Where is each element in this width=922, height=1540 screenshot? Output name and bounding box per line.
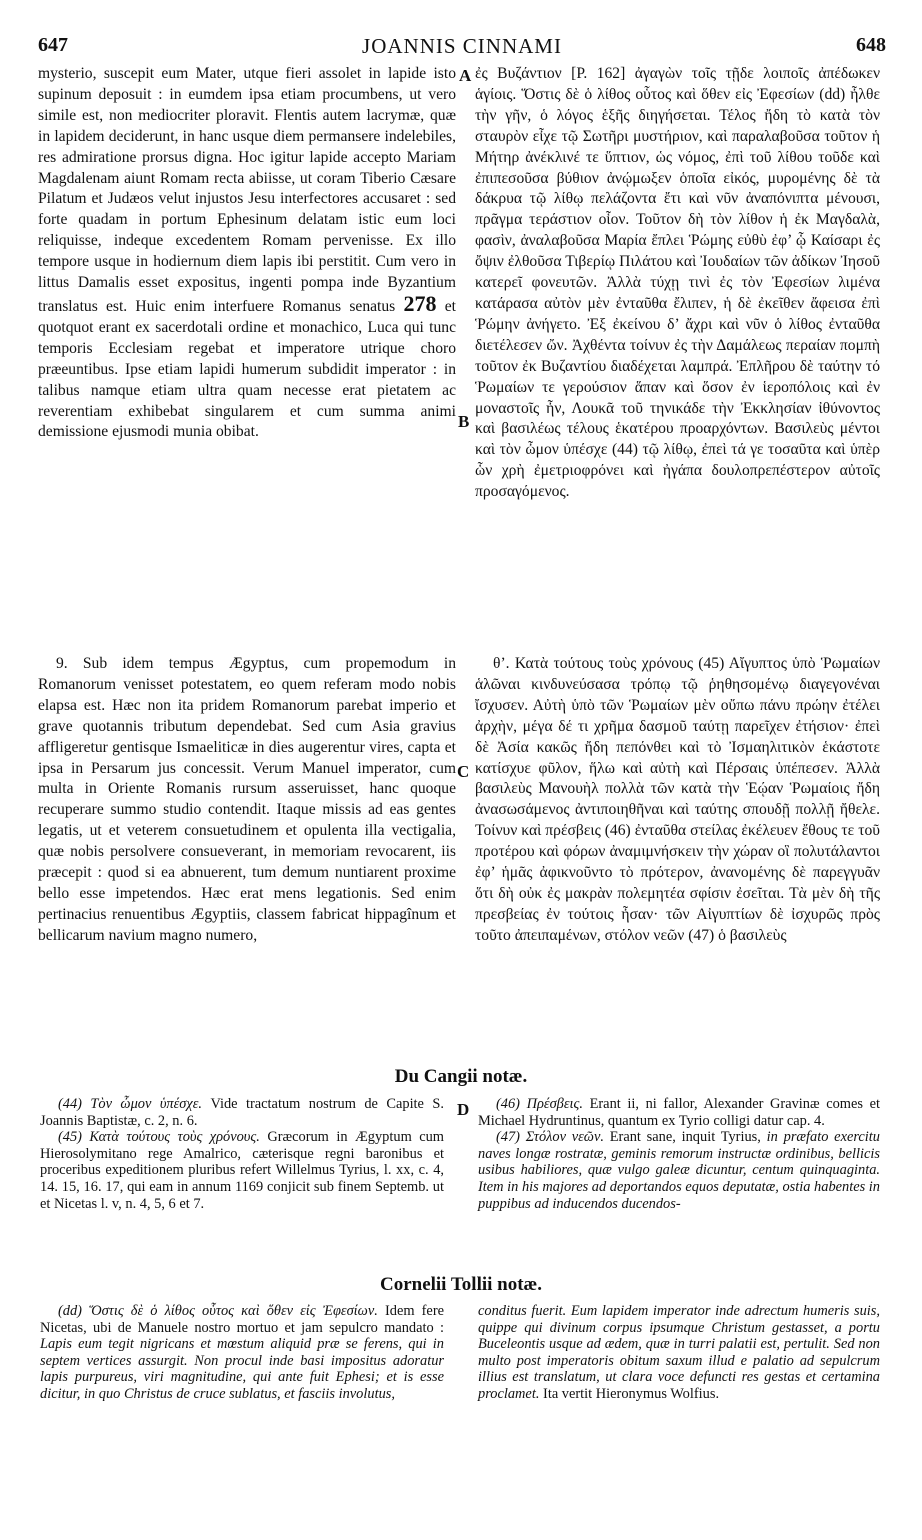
tollius-notes-right	[478, 1303, 880, 1403]
page-number-right: 648	[856, 34, 886, 56]
latin-paragraph-1	[38, 64, 456, 443]
margin-letter-c: C	[457, 762, 470, 781]
note-44-lemma: (44) Τὸν ὦμον ὑπέσχε.	[58, 1096, 203, 1112]
note-46	[478, 1096, 880, 1129]
margin-letter-a: A	[459, 66, 472, 85]
latin-column-section-1	[38, 64, 456, 443]
latin-paragraph-2: 9. Sub idem tempus Ægyptus, cum propemodum in Romanorum venisset potestatem, eo quem referam modo nobis elapsa est. Hæc non ita pridem Romanorum parebat imperio et grave quotannis tributum dependebat. Sed cum Asia gravius affligeretur gentisque Ismaeliticæ in dies augerentur vires, capta et ipsa in Persarum jus concessit. Verum Manuel imperator, cum multa in Oriente Romanis rursum asseruisset, hanc quoque recuperare summo studio contendit. Itaque missis ad eas gentes legatis, ut et veterem consuetudinem et opulenta illa vectigalia, quæ nobis persolvere consueverant, in memoriam revocarent, iis præcepit : quod si ea abnuerent, tum demum nuntiarent proxime bello esse impetendos. Hæc erat mens legationis. Sed enim pertinacius renuentibus Ægyptiis, classem fabricat hippagînum et bellicarum navium magno numero,	[38, 655, 456, 944]
note-dd	[40, 1303, 444, 1403]
du-cange-notes-left	[40, 1096, 444, 1212]
margin-letter-d: D	[457, 1100, 470, 1119]
latin-text-1-cont: et quotquot erant ex sacerdotali ordine et monachico, Luca qui tunc temporis Ecclesiam regebat et imperatore utrique choro præeuntibus. Ipse etiam lapidi humerum subdidit imperator : in talibus namque etiam ultra quam necesse erat pietatem ac reverentiam exhibebat singularem et cum summa animi demissione ejusmodi munia obibat.	[38, 297, 456, 441]
greek-column-section-1	[475, 64, 880, 503]
greek-column-section-2	[475, 654, 880, 947]
note-dd-lemma: (dd) Ὅστις δὲ ὁ λίθος οὗτος καὶ ὅθεν εἰς Ἐφεσίων.	[58, 1303, 378, 1319]
note-47-text-a: Erant sane, inquit Tyrius,	[609, 1129, 761, 1146]
du-cange-notes-right	[478, 1096, 880, 1212]
note-47	[478, 1129, 880, 1212]
notes-heading-tollius: Cornelii Tollii notæ.	[379, 1274, 543, 1295]
note-47-lemma: (47) Στόλον νεῶν.	[496, 1129, 604, 1146]
note-45-lemma: (45) Κατὰ τούτους τοὺς χρόνους.	[58, 1129, 260, 1146]
running-title: JOANNIS CINNAMI	[362, 34, 562, 58]
note-46-lemma: (46) Πρέσβεις.	[496, 1096, 583, 1112]
note-dd-text-a: Idem fere Nicetas, ubi de Manuele nostro mortuo et jam sepulcro mandato :	[40, 1303, 444, 1336]
note-44	[40, 1096, 444, 1129]
note-45	[40, 1129, 444, 1212]
tollius-notes-left	[40, 1303, 444, 1403]
latin-text-1: mysterio, suscepit eum Mater, utque fieri assolet in lapide isto supinum deposuit : in eumdem ipsa etiam procumbens, ut vero simile est, non mediocriter ploravit. Flentis autem lacrymæ, quæ in lapidem deciderunt, in hanc usque diem permansere indelebiles, res admiratione prorsus digna. Hoc igitur lapide accepto Mariam Magdalenam aiunt Romam recta abiisse, ut coram Tiberio Cæsare Pilatum et Judæos velut injustos Jesu interfectores accusaret : sed forte quadam in portum Ephesinum delatam istic eum loci reliquisse, indeque excedentem Romam pervenisse. Ex illo tempore usque in hodiernum diem lapis ibi perstitit. Cum vero in littus Damalis esset expositus, ingenti pompa inde Byzantium translatus est. Huic enim interfuere Romanus senatus	[38, 65, 456, 315]
notes-heading-du-cange: Du Cangii notæ.	[394, 1066, 528, 1087]
note-47-text-b: in præfato exercitu naves longæ rostratæ, geminis remorum instructæ ordinibus, bellicis usibus habiliores, quæ vulgo galeæ dicuntur, centum quinquaginta. Item in his majores ad deportandos equos deputatæ, ostia habentes in puppibus ad inducendos ducendos-	[478, 1129, 880, 1212]
note-46-text: Erant ii, ni fallor, Alexander Gravinæ comes et Michael Hydruntinus, quantum ex Tyrio colligi datur cap. 4.	[478, 1096, 880, 1129]
margin-letter-b: B	[458, 412, 470, 431]
latin-column-section-2	[38, 654, 456, 947]
greek-paragraph-2: θ’. Κατὰ τούτους τοὺς χρόνους (45) Αἴγυπτος ὑπὸ Ῥωμαίων ἁλῶναι κινδυνεύσασα τρόπῳ τῷ ῥηθησομένῳ διαγεγονέναι ἴσχυσεν. Αὐτὴ ὑπὸ τῶν Ῥωμαίων μὲν οὔπω πάνυ πρώην ἐτέλει ἀρχὴν, μέγα δέ τι χρῆμα δασμοῦ ταύτῃ παρεῖχεν ἐτήσιον· ἐπεὶ δὲ Ἀσία κακῶς ἤδη πεπόνθει καὶ τὸ Ἰσμαηλιτικὸν ἑκάστοτε κατίσχυε φῦλον, ἥλω καὶ αὐτὴ καὶ Πέρσαις ὑπέπεσεν. Ἀλλὰ βασιλεὺς Μανουὴλ πολλὰ τῶν κατὰ τὴν Ἑῴαν Ῥωμαίοις ἤδη ἀνασωσάμενος ἀντιποιηθῆναι καὶ ταύτης σπουδῇ πολλῇ ἤθελε. Τοίνυν καὶ πρέσβεις (46) ἐνταῦθα στείλας ἐκέλευεν ἔθους τε τοῦ προτέρου καὶ φόρων ἀναμιμνήσκειν τὴν χώραν οἳ πολυτάλαντοι ἐφ’ ἡμᾶς ἀφικνοῦντο τὸ πρότερον, ἀνανομένης δὲ παρεγγυᾶν ὅτι δὴ οὐκ ἐς μακρὰν πολεμητέα σφίσιν ἐσεῖται. Τὰ μὲν δὴ τῆς πρεσβείας ἐν τούτοις ἦσαν· τῶν Αἰγυπτίων δὲ ἰσχυρῶς πρὸς τοῦτο ἀπειπαμένων, στόλον νεῶν (47) ὁ βασιλεὺς	[475, 655, 880, 944]
note-dd-continued	[478, 1303, 880, 1403]
note-dd-right-b: Ita vertit Hieronymus Wolfius.	[543, 1385, 720, 1402]
page-number-left: 647	[38, 34, 68, 56]
edition-page-number: 278	[403, 290, 437, 316]
note-dd-right-a: conditus fuerit. Eum lapidem imperator inde adrectum humeris suis, quippe qui divinum corpus ipsumque Christum gestasset, a portu Buceleontis usque ad ædem, quæ in turri palatii est, pertulit. Sed non multo post imperatoris obitum saxum illud e palatio ad sepulcrum illius est translatum, ut clara voce defuncti res gestas et certamina proclamet.	[478, 1303, 880, 1402]
note-45-text: Græcorum in Ægyptum cum Hierosolymitano rege Amalrico, cæterisque regni baronibus et proceribus expeditionem pluribus refert Willelmus Tyrius, l. xx, c. 4, 14. 15, 16. 17, qui eam in annum 1169 conjicit sub finem Septemb. ut et Nicetas l. v, n. 4, 5, 6 et 7.	[40, 1129, 444, 1212]
running-header	[38, 34, 886, 60]
greek-paragraph-1: ἐς Βυζάντιον [P. 162] ἀγαγὼν τοῖς τῇδε λοιποῖς ἀπέδωκεν ἁγίοις. Ὅστις δὲ ὁ λίθος οὗτος καὶ ὅθεν εἰς Ἐφεσίων (dd) ἦλθε τὴν γῆν, ὁ λόγος ἑξῆς διηγήσεται. Τέλος ἤδη τὸ κατὰ τὸν σταυρὸν εἶχε τῷ Σωτῆρι μυστήριον, καὶ παραλαβοῦσα τοῦτον ἡ Μήτηρ ἀνέκλινέ τε ὕπτιον, ὡς νόμος, ἐπὶ τοῦ λίθου τοῦδε καὶ ἐπιπεσοῦσα βύθιον ἀνῴμωξεν ὁποῖα εἰκός, μυρομένης δὲ τὰ δάκρυα τῷ λίθῳ πελάζοντα ἔτι καὶ νῦν ἀναπόνιπτα μένουσι, πρᾶγμα τεράστιον οἷον. Τοῦτον δὴ τὸν λίθον ἡ ἐκ Μαγδαλὰ, φασὶν, ἀναλαβοῦσα Μαρία ἔπλει Ῥώμης εὐθὺ ἐφ’ ᾧ Καίσαρι ἐς ὄψιν ἐλθοῦσα Τιβερίῳ Πιλάτου καὶ Ἰουδαίων τῶν ἀδίκων Ἰησοῦ κατερεῖ φονευτῶν. Ἀλλὰ τύχῃ τινὶ ἐς τὸν Ἐφεσίων λιμένα κατάρασα αὐτὸν μὲν ἐνταῦθα ἔλιπεν, ἡ δὲ ἐκεῖθεν ἄφεισα ἐπὶ Ῥώμην ἀνήγετο. Ἐξ ἐκείνου δ’ ἄχρι καὶ νῦν ὁ λίθος ἐνταῦθα διετέλεσεν ὤν. Ἀχθέντα τοίνυν ἐς τὴν Δαμάλεως περαίαν πομπὴ τοῦτον ἐκ Βυζαντίου διαδέχεται λαμπρά. Ἐπλῆρου δὲ ταύτην τό Ῥωμαίων τε γερούσιον ἅπαν καὶ ὅσον ἐν ἱεροπόλοις καὶ ἐν μοναστοῖς ἦν, Λουκᾶ τοῦ τηνικάδε τὴν Ἐκκλησίαν ἰθύνοντος καὶ βασιλέως τέλους ἑκατέρου προαρχόντων. Βασιλεὺς μέντοι καὶ τὸν ὦμον ὑπέσχε (44) τῷ λίθῳ, ἐπεὶ τά γε τοσαῦτα καὶ ὑπὲρ ὧν χρὴ ἐμετριοφρόνει καὶ ἠγάπα δουλοπρεπέστερον αὐτοῖς προσαγόμενος.	[475, 65, 880, 501]
note-dd-text-b: Lapis eum tegit nigricans et mœstum aliquid præ se ferens, qui in septem vertices assurgit. Non procul inde basi impositus adoratur lapis purpureus, viri magnitudine, qui ante fuit Ephesi; et is esse dicitur, in quo Christus de cruce sublatus, et fasciis involutus,	[40, 1336, 444, 1402]
note-44-text: Vide tractatum nostrum de Capite S. Joannis Baptistæ, c. 2, n. 6.	[40, 1096, 444, 1129]
